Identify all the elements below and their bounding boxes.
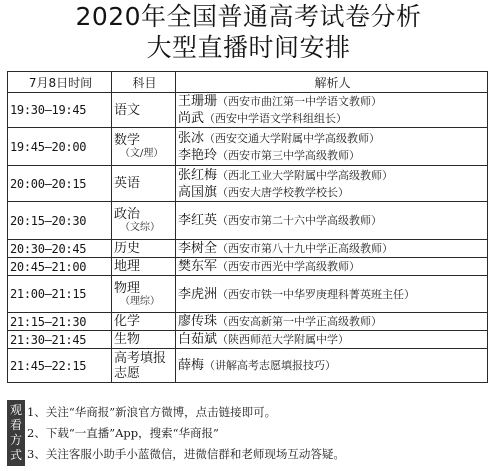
analyst-entry	[178, 331, 487, 348]
subject-cell	[112, 276, 176, 313]
analyst-description: （西安市第八十九中学正高级教师）	[217, 242, 394, 255]
analyst-cell	[176, 258, 488, 276]
time-cell: 20:30—20:45	[8, 240, 112, 258]
analyst-description: （西安市第三中学高级教师）	[217, 148, 361, 162]
analyst-description: （西北工业大学附属中学高级教师）	[217, 168, 394, 182]
analyst-description: （西安大唐学校教学校长）	[217, 185, 350, 199]
analyst-description: （西安交通大学附属中学高级教师）	[204, 131, 381, 145]
subject-cell	[112, 331, 176, 349]
analyst-entry	[178, 286, 487, 303]
subject-cell	[112, 258, 176, 276]
subject-name: 语文	[114, 102, 141, 118]
analyst-name: 樊东军	[178, 259, 218, 274]
analyst-entry	[178, 167, 487, 184]
table-row	[8, 313, 488, 331]
subject-name-line2: 志愿	[114, 365, 141, 381]
subject-name: 历史	[114, 241, 141, 256]
tag-char: 观	[9, 403, 22, 417]
subject-name: 生物	[114, 332, 141, 347]
table-row	[8, 276, 488, 313]
analyst-name: 李树全	[178, 241, 218, 256]
table-row	[8, 202, 488, 240]
analyst-entry	[178, 110, 487, 127]
subject-cell	[112, 128, 176, 166]
viewing-method-3: 3、关注客服小助手小蓝微信，进微信群和老师现场互动答疑。	[27, 447, 345, 461]
subject-name: 英语	[114, 176, 141, 191]
subject-cell	[112, 166, 176, 202]
time-cell: 19:45—20:00	[8, 128, 112, 166]
analyst-entry	[178, 357, 487, 374]
analyst-name: 李红英	[178, 213, 218, 228]
analyst-cell	[176, 202, 488, 240]
table-row	[8, 331, 488, 349]
analyst-entry	[178, 93, 487, 110]
subject-note: （理综）	[120, 295, 160, 307]
table-row	[8, 258, 488, 276]
analyst-description: （西安市西光中学高级教师）	[217, 260, 361, 273]
time-cell: 21:30—21:45	[8, 331, 112, 349]
analyst-cell	[176, 166, 488, 202]
analyst-description: （陕西师范大学附属中学）	[217, 333, 350, 346]
table-header-row	[8, 72, 488, 93]
analyst-name: 高国旗	[178, 184, 218, 200]
page-title: 2020年全国普通高考试卷分析	[75, 2, 422, 31]
analyst-name: 李艳玲	[178, 147, 218, 163]
tag-char: 式	[9, 448, 22, 462]
analyst-name: 廖传珠	[178, 314, 218, 329]
analyst-entry	[178, 258, 487, 275]
header-time: 7月8日时间	[8, 72, 112, 93]
viewing-methods	[7, 400, 487, 466]
tag-char: 看	[9, 418, 22, 432]
subject-name: 高考填报	[114, 350, 167, 366]
analyst-description: （西安市铁一中华罗庚理科菁英班主任）	[217, 287, 416, 301]
schedule-table	[7, 71, 488, 383]
viewing-method-1: 1、关注“华商报”新浪官方微博，点击链接即可。	[27, 405, 277, 419]
header-subject: 科目	[112, 72, 176, 93]
analyst-cell	[176, 276, 488, 313]
subject-name: 政治	[114, 207, 141, 222]
subject-cell	[112, 313, 176, 331]
time-cell: 19:30—19:45	[8, 93, 112, 128]
table-row	[8, 166, 488, 202]
subject-cell	[112, 240, 176, 258]
time-cell: 21:45—22:15	[8, 349, 112, 383]
subject-cell	[112, 202, 176, 240]
analyst-name: 薛梅	[178, 358, 205, 373]
viewing-methods-list	[27, 402, 487, 465]
page-subtitle: 大型直播时间安排	[146, 33, 351, 62]
analyst-name: 王珊珊	[178, 94, 218, 109]
analyst-cell	[176, 313, 488, 331]
analyst-cell	[176, 93, 488, 128]
analyst-name: 李虎洲	[178, 286, 218, 302]
analyst-description: （西安中学语文学科组组长）	[204, 112, 348, 125]
analyst-entry	[178, 240, 487, 257]
analyst-entry	[178, 184, 487, 201]
analyst-description: （西安市第二十六中学高级教师）	[217, 214, 383, 227]
analyst-name: 张冰	[178, 130, 205, 146]
viewing-method-2: 2、下载“一直播”App，搜索“华商报”	[27, 426, 219, 440]
analyst-entry	[178, 130, 487, 147]
table-row	[8, 349, 488, 383]
subject-note: （文综）	[120, 222, 160, 233]
subject-name: 地理	[114, 259, 141, 274]
time-cell: 21:15—21:30	[8, 313, 112, 331]
subject-name: 物理	[114, 280, 141, 296]
tag-char: 方	[9, 433, 22, 447]
analyst-name: 白茹斌	[178, 332, 218, 347]
analyst-entry	[178, 313, 487, 330]
analyst-name: 尚武	[178, 111, 205, 126]
subject-note: （文/理）	[120, 148, 164, 159]
subject-name: 化学	[114, 314, 141, 329]
time-cell: 20:15—20:30	[8, 202, 112, 240]
table-row	[8, 93, 488, 128]
analyst-cell	[176, 331, 488, 349]
analyst-description: （西安高新第一中学正高级教师）	[217, 315, 383, 328]
analyst-entry	[178, 212, 487, 229]
analyst-name: 张红梅	[178, 167, 218, 183]
table-row	[8, 240, 488, 258]
time-cell: 21:00—21:15	[8, 276, 112, 313]
subject-cell	[112, 93, 176, 128]
table-row	[8, 128, 488, 166]
analyst-description: （西安市曲江第一中学语文教师）	[217, 95, 383, 108]
subject-cell	[112, 349, 176, 383]
analyst-description: （讲解高考志愿填报技巧）	[204, 359, 337, 372]
header-analyst: 解析人	[176, 72, 488, 93]
time-cell: 20:45—21:00	[8, 258, 112, 276]
subject-name: 数学	[114, 133, 141, 148]
viewing-methods-tag	[7, 400, 25, 466]
analyst-cell	[176, 240, 488, 258]
analyst-cell	[176, 128, 488, 166]
time-cell: 20:00—20:15	[8, 166, 112, 202]
analyst-cell	[176, 349, 488, 383]
analyst-entry	[178, 147, 487, 164]
